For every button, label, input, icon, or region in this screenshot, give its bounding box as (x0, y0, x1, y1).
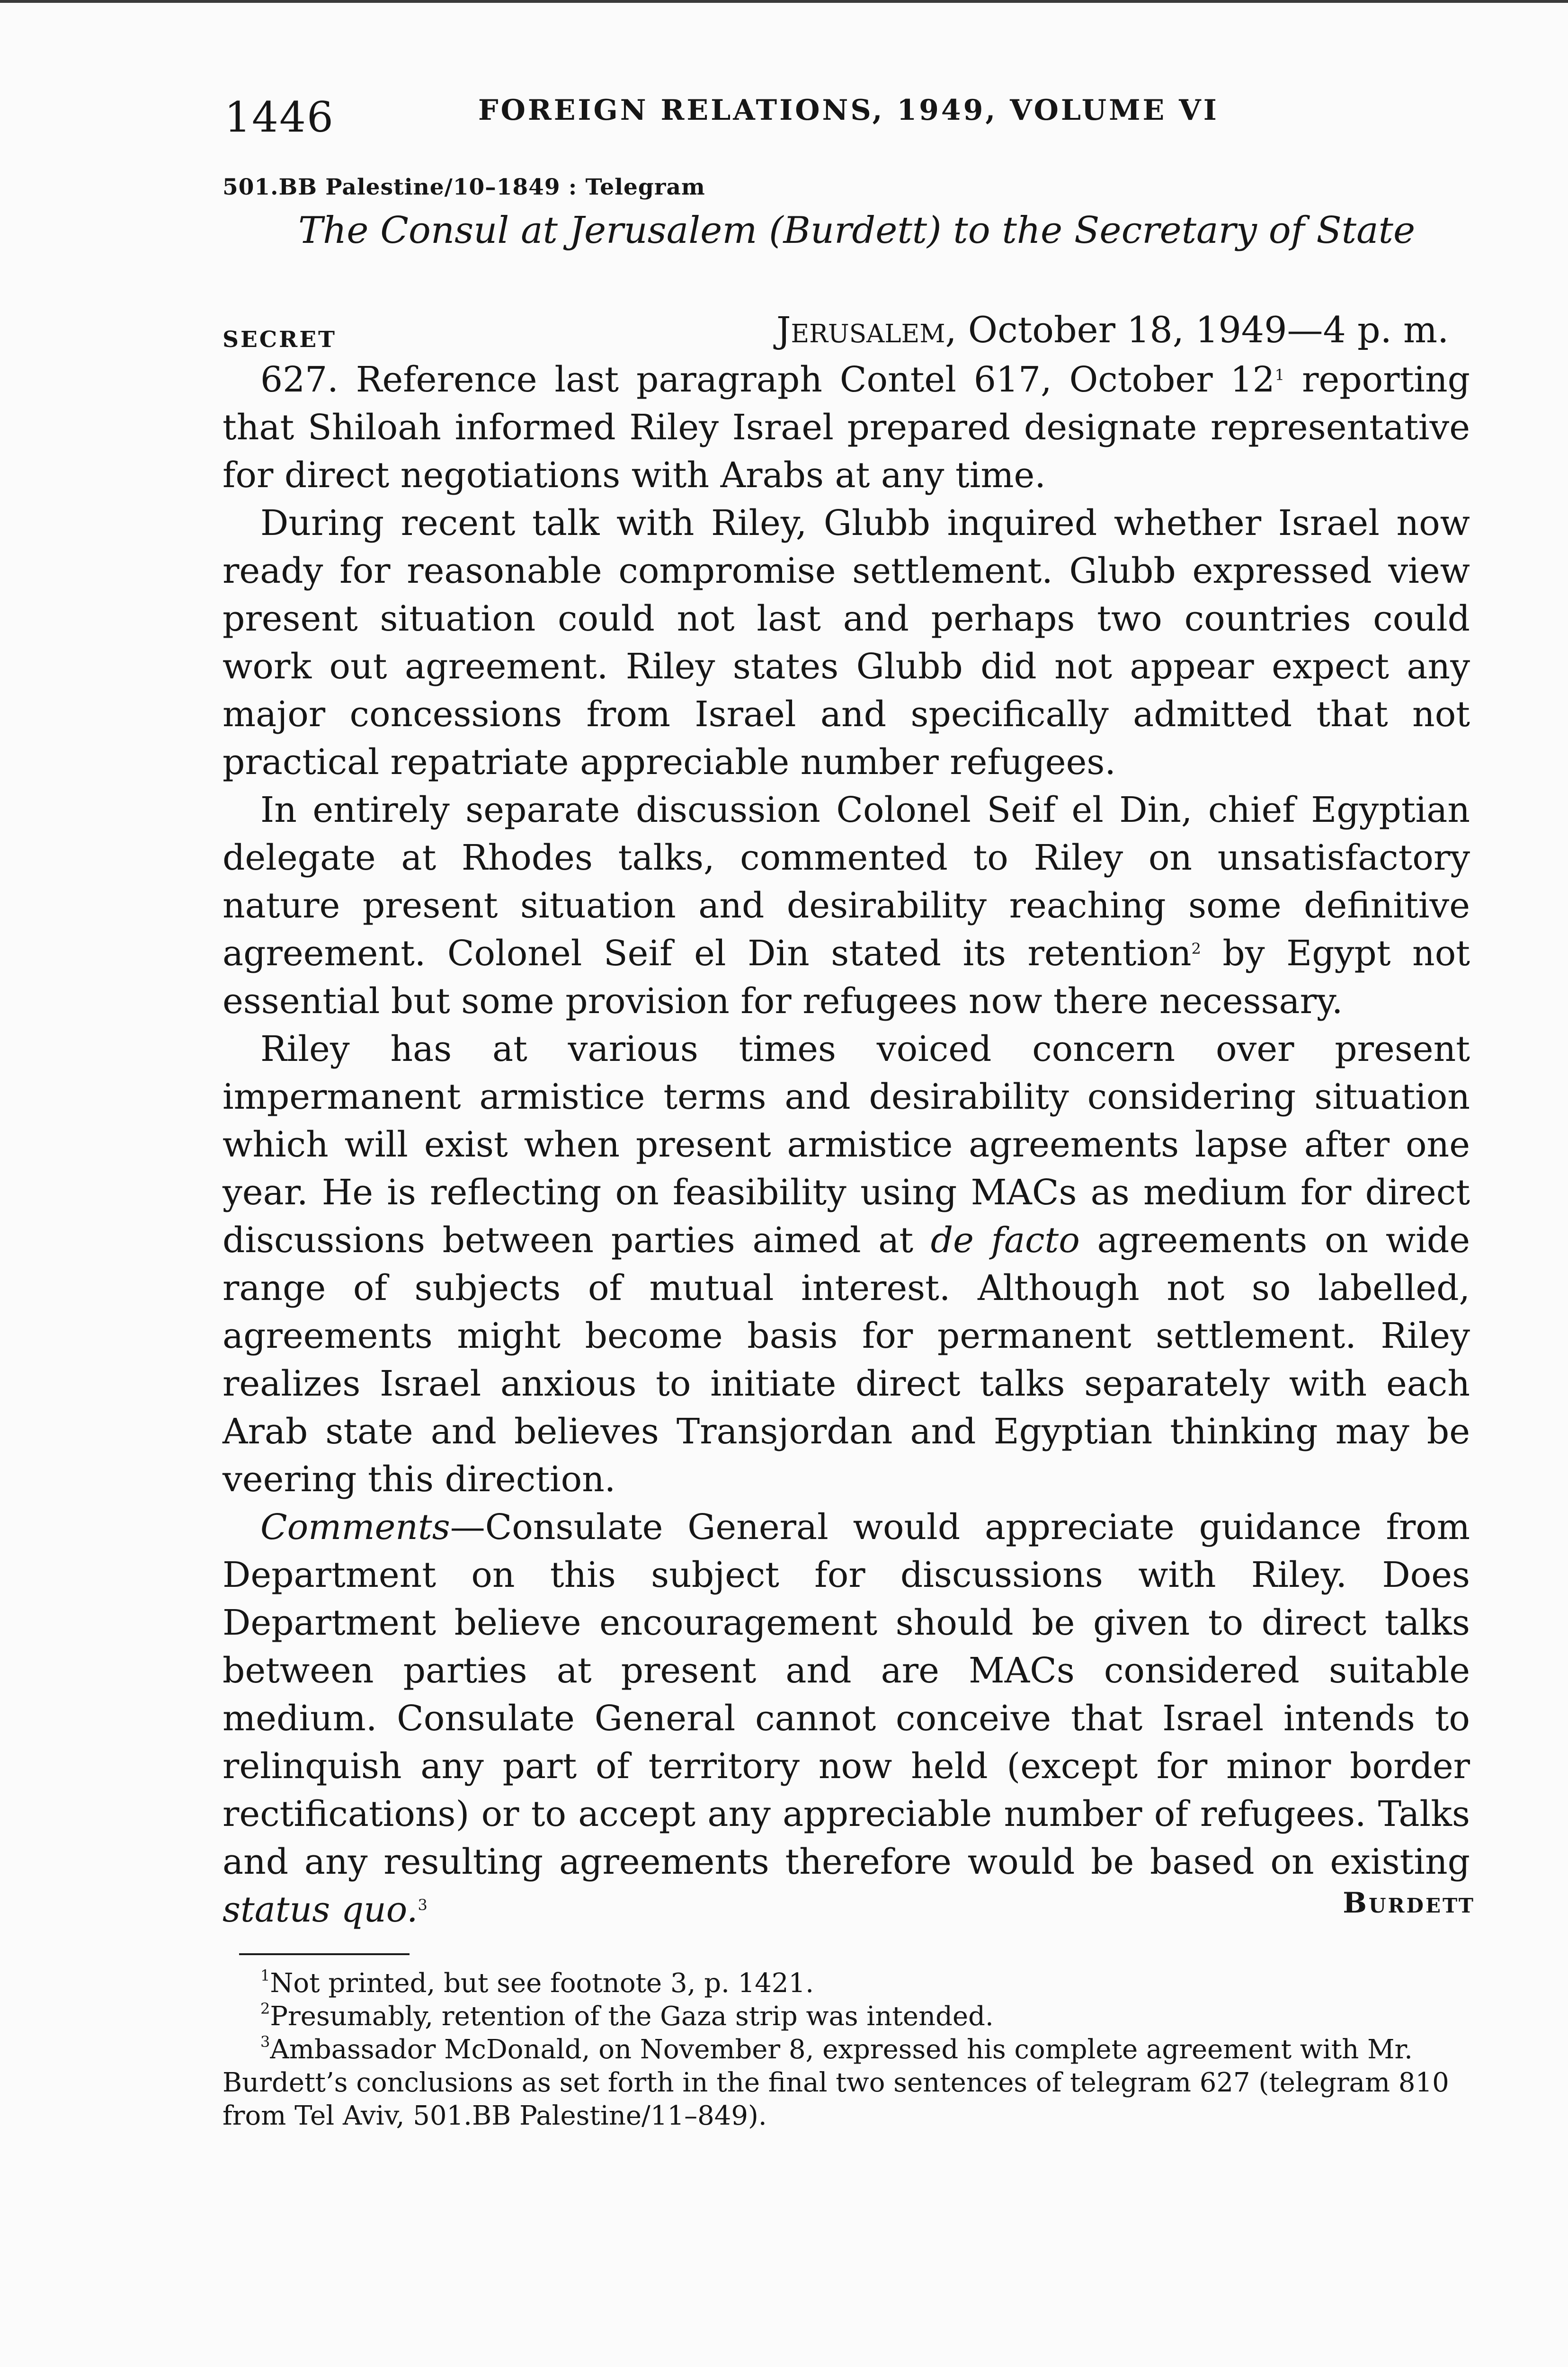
footnote-ref-3: 3 (418, 1896, 428, 1914)
paragraph-4-italic: de facto (930, 1220, 1080, 1261)
document-heading: The Consul at Jerusalem (Burdett) to the Secretary of State (298, 209, 1416, 252)
footnotes (223, 1967, 1470, 2133)
paragraph-3 (223, 786, 1470, 1025)
dateline-place: Jerusalem, (776, 309, 957, 351)
footnote-2 (223, 2000, 1470, 2033)
footnote-mark: 3 (260, 2033, 270, 2051)
footnote-mark: 1 (260, 1967, 270, 1984)
scan-edge-line (0, 0, 1568, 3)
footnote-text: Presumably, retention of the Gaza strip was intended. (270, 2001, 994, 2032)
footnote-mark: 2 (260, 2000, 270, 2018)
footnote-text: Ambassador McDonald, on November 8, expressed his complete agreement with Mr. Burdett’s conclusions as set forth in the final two sentences of telegram 627 (telegram 810 from Tel Aviv, 501.BB Palestine/11–849). (223, 2034, 1449, 2131)
running-head: FOREIGN RELATIONS, 1949, VOLUME VI (478, 94, 1219, 127)
paragraph-5-text-a: —Consulate General would appreciate guidance from Department on this subject for discussions with Riley. Does Department believe encouragement should be given to direct talks between parties at present and are MACs considered suitable medium. Consulate General cannot conceive that Israel intends to relinquish any part of territory now held (except for minor border rectifications) or to accept any appreciable number of refugees. Talks and any resulting agreements therefore would be based on existing (223, 1507, 1470, 1882)
paragraph-4-text-a: Riley has at various times voiced concern over present impermanent armistice terms and desirability considering situation which will exist when present armistice agreements lapse after one year. He is reflecting on feasibility using MACs as medium for direct discussions between parties aimed at (223, 1029, 1470, 1261)
paragraph-4-text-b: agreements on wide range of subjects of mutual interest. Although not so labelled, agreements might become basis for permanent settlement. Riley realizes Israel anxious to initiate direct talks separately with each Arab state and believes Transjordan and Egyptian thinking may be veering this direction. (223, 1220, 1470, 1500)
signature: Burdett (1343, 1886, 1475, 1920)
footnote-3 (223, 2033, 1470, 2133)
classification-label: SECRET (223, 327, 337, 353)
comments-label: Comments (260, 1507, 450, 1548)
paragraph-1 (223, 356, 1470, 499)
telegram-body (223, 356, 1470, 1934)
paragraph-5 (223, 1504, 1470, 1934)
paragraph-2: During recent talk with Riley, Glubb inquired whether Israel now ready for reasonable compromise settlement. Glubb expressed view present situation could not last and perhaps two countries could work out agreement. Riley states Glubb did not appear expect any major concessions from Israel and specifically admitted that not practical repatriate appreciable number refugees. (223, 503, 1470, 783)
footnote-text: Not printed, but see footnote 3, p. 1421. (270, 1968, 814, 1999)
footnote-ref-1: 1 (1274, 366, 1285, 384)
paragraph-3-text-b: by Egypt not essential but some provision for refugees now there necessary. (223, 933, 1470, 1022)
footnote-ref-2: 2 (1191, 940, 1201, 958)
paragraph-1-text-a: 627. Reference last paragraph Contel 617, October 12 (260, 359, 1275, 400)
dateline-date: October 18, 1949—4 p. m. (968, 309, 1449, 351)
paragraph-3-text-a: In entirely separate discussion Colonel Seif el Din, chief Egyptian delegate at Rhodes talks, commented to Riley on unsatisfactory nature present situation and desirability reaching some definitive agreement. Colonel Seif el Din stated its retention (223, 790, 1470, 974)
footnote-1 (223, 1967, 1470, 2000)
paragraph-1-text-b: reporting that Shiloah informed Riley Israel prepared designate representative for direct negotiations with Arabs at any time. (223, 359, 1470, 496)
paragraph-4 (223, 1025, 1470, 1504)
document-reference: 501.BB Palestine/10–1849 : Telegram (223, 174, 705, 200)
paragraph-5-italic: status quo. (223, 1889, 418, 1930)
dateline (776, 309, 1449, 351)
footnote-divider (239, 1953, 410, 1955)
page-number: 1446 (224, 93, 334, 142)
